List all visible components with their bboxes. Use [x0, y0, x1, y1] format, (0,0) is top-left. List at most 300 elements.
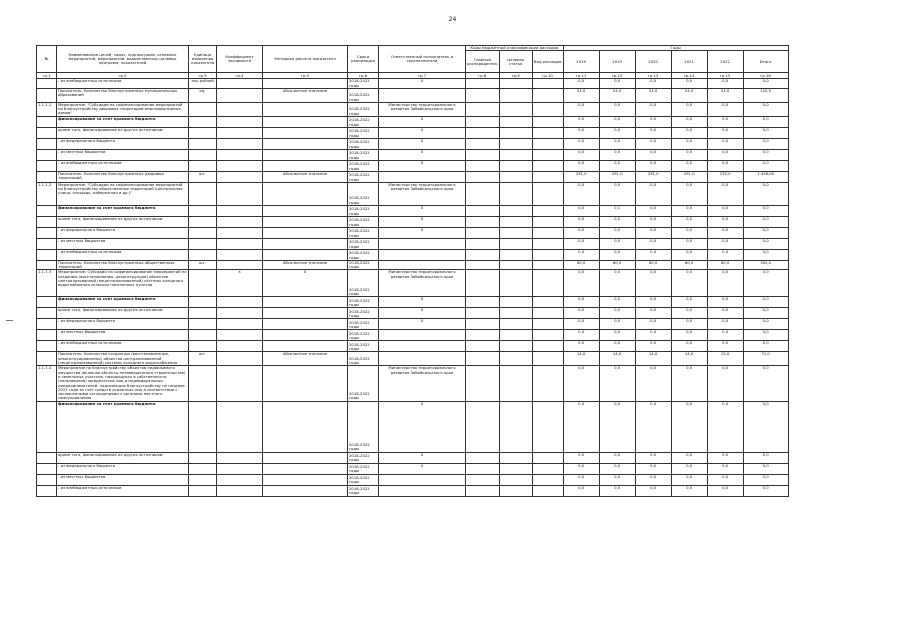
row-unit [189, 102, 217, 116]
header-total: Итого [743, 51, 788, 73]
row-coefficient [217, 149, 263, 160]
row-total: 0,0 [743, 249, 788, 260]
row-year-value: 0,0 [563, 308, 599, 319]
row-term: 2018-2022 годы [348, 352, 379, 366]
row-method [263, 79, 348, 89]
row-coefficient [217, 485, 263, 496]
row-year-value: 0,0 [635, 116, 671, 127]
row-name: - из федерального бюджета [57, 463, 189, 474]
row-coefficient [217, 366, 263, 401]
row-executor [379, 249, 466, 260]
row-year-value: 0,0 [635, 452, 671, 463]
row-term: 2018-2022 годы [348, 127, 379, 138]
row-year-value: 0,0 [563, 401, 599, 452]
table-row [37, 485, 789, 496]
row-year-value: 0,0 [671, 249, 707, 260]
row-total: 0,0 [743, 102, 788, 116]
row-unit [189, 127, 217, 138]
row-number: 1.1.1.4 [37, 366, 57, 401]
row-target-article [499, 138, 532, 149]
row-year-value: 24,0 [671, 88, 707, 102]
row-target-article [499, 160, 532, 171]
row-number [37, 79, 57, 89]
row-year-value: 0,0 [563, 216, 599, 227]
row-method [263, 474, 348, 485]
row-method [263, 238, 348, 249]
row-unit [189, 319, 217, 330]
table-row [37, 149, 789, 160]
row-target-article [499, 330, 532, 341]
row-target-article [499, 297, 532, 308]
row-grbs [466, 297, 500, 308]
table-row [37, 270, 789, 297]
row-year-value: 0,0 [563, 227, 599, 238]
row-expense-type [532, 171, 563, 182]
row-grbs [466, 238, 500, 249]
row-year-value: 0,0 [707, 160, 743, 171]
row-year-value: 0,0 [635, 227, 671, 238]
row-expense-type [532, 401, 563, 452]
row-grbs [466, 227, 500, 238]
row-executor: X [379, 79, 466, 89]
row-year-value: 0,0 [563, 474, 599, 485]
row-method [263, 485, 348, 496]
row-year-value: 0,1 [599, 205, 635, 216]
row-target-article [499, 205, 532, 216]
row-executor [379, 352, 466, 366]
row-executor: X [379, 308, 466, 319]
row-number [37, 149, 57, 160]
row-number: 1.1.1.1 [37, 102, 57, 116]
table-row [37, 216, 789, 227]
row-expense-type [532, 160, 563, 171]
header-exptype: Вид расходов [532, 51, 563, 73]
row-executor [379, 330, 466, 341]
row-year-value: 0,0 [563, 160, 599, 171]
row-year-value: 0,0 [599, 79, 635, 89]
row-number [37, 463, 57, 474]
row-name: финансирование за счет краевого бюджета [57, 297, 189, 308]
row-year-value: 0,0 [599, 249, 635, 260]
row-grbs [466, 485, 500, 496]
row-year-value: 0,0 [563, 116, 599, 127]
row-method [263, 102, 348, 116]
row-year-value: 0,0 [599, 319, 635, 330]
row-coefficient [217, 127, 263, 138]
table-row [37, 88, 789, 102]
column-number: гр.3 [189, 73, 217, 79]
row-target-article [499, 260, 532, 270]
row-term: 2018-2022 годы [348, 160, 379, 171]
row-unit [189, 297, 217, 308]
row-coefficient [217, 463, 263, 474]
row-coefficient [217, 79, 263, 89]
row-name: Мероприятие по благоустройству объектов недвижимого имущества (включая объекты незавершенного строительства) и земельных участков, находящихся в собственности (пользовании) юридических лиц и индивидуальных предпринимателей, подлежащих благоустройству не позднее 2022 года за счет средств указанных лиц в соответствии с заключенными соглашениями с органами местного самоуправления [57, 366, 189, 401]
row-method [263, 160, 348, 171]
row-year-value: 0,0 [707, 308, 743, 319]
row-year-value: 60,0 [671, 260, 707, 270]
row-executor: X [379, 138, 466, 149]
row-method [263, 308, 348, 319]
row-year-value: 0,0 [671, 330, 707, 341]
row-number [37, 138, 57, 149]
row-name: - из внебюджетных источников [57, 160, 189, 171]
row-method: Абсолютное значение [263, 260, 348, 270]
row-executor: Министерство территориального развития Забайкальского края [379, 270, 466, 297]
column-number: гр.5 [263, 73, 348, 79]
row-total: 0,0 [743, 238, 788, 249]
row-year-value: 0,0 [635, 474, 671, 485]
table-row [37, 238, 789, 249]
row-year-value: 0,0 [635, 160, 671, 171]
row-coefficient [217, 227, 263, 238]
row-expense-type [532, 182, 563, 205]
row-number [37, 216, 57, 227]
row-year-value: 0,0 [635, 102, 671, 116]
row-number [37, 485, 57, 496]
row-term: 2018-2022 годы [348, 319, 379, 330]
row-term: 2018-2022 годы [348, 227, 379, 238]
row-year-value: 0,0 [671, 297, 707, 308]
row-year-value: 0,0 [563, 297, 599, 308]
margin-mark [6, 320, 13, 321]
header-no: № [37, 46, 57, 73]
row-coefficient [217, 138, 263, 149]
row-term: 2018-2022 годы [348, 401, 379, 452]
row-year-value: 0,0 [635, 297, 671, 308]
row-expense-type [532, 227, 563, 238]
row-year-value: 0,0 [563, 366, 599, 401]
row-year-value: 0,0 [563, 330, 599, 341]
row-term: 2018-2022 годы [348, 474, 379, 485]
header-unit: Единица измерения показателя [189, 46, 217, 73]
row-year-value: 0,0 [671, 463, 707, 474]
row-year-value: 0,0 [599, 127, 635, 138]
column-number: гр.8 [466, 73, 500, 79]
row-coefficient [217, 238, 263, 249]
row-grbs [466, 319, 500, 330]
row-name: кроме того, финансирование из других источников: [57, 452, 189, 463]
row-year-value: 0,0 [635, 138, 671, 149]
row-year-value: 0,0 [599, 463, 635, 474]
row-year-value: 0,0 [635, 79, 671, 89]
row-total: 0,0 [743, 227, 788, 238]
table-row [37, 319, 789, 330]
row-year-value: 0,0 [635, 205, 671, 216]
row-name: - из местных бюджетов [57, 149, 189, 160]
row-unit [189, 366, 217, 401]
row-executor [379, 485, 466, 496]
row-unit [189, 227, 217, 238]
table-row [37, 138, 789, 149]
row-year-value: 0,0 [707, 474, 743, 485]
row-expense-type [532, 88, 563, 102]
row-total: 0,0 [743, 452, 788, 463]
row-target-article [499, 401, 532, 452]
row-number [37, 474, 57, 485]
row-expense-type [532, 463, 563, 474]
row-target-article [499, 319, 532, 330]
row-year-value: 0,0 [671, 270, 707, 297]
row-total: 71,0 [743, 352, 788, 366]
row-method [263, 182, 348, 205]
row-method [263, 330, 348, 341]
row-expense-type [532, 297, 563, 308]
row-year-value: 14,0 [671, 352, 707, 366]
row-total: 0,0 [743, 366, 788, 401]
row-total: 0,0 [743, 79, 788, 89]
row-total: 300,0 [743, 260, 788, 270]
column-number: гр.2 [57, 73, 189, 79]
row-executor: X [379, 463, 466, 474]
row-year-value: 0,0 [635, 238, 671, 249]
row-coefficient: X [217, 270, 263, 297]
row-year-value: 0,0 [563, 249, 599, 260]
column-number: гр.12 [599, 73, 635, 79]
row-executor: X [379, 452, 466, 463]
table-row [37, 227, 789, 238]
row-number [37, 352, 57, 366]
row-target-article [499, 308, 532, 319]
row-total: 0,0 [743, 216, 788, 227]
row-expense-type [532, 341, 563, 352]
row-executor: X [379, 160, 466, 171]
row-executor: X [379, 149, 466, 160]
row-name: кроме того, финансирование из других источников: [57, 127, 189, 138]
table-row [37, 308, 789, 319]
row-year-value: 60,0 [707, 260, 743, 270]
column-number: гр.13 [635, 73, 671, 79]
row-method [263, 205, 348, 216]
row-executor: X [379, 297, 466, 308]
row-grbs [466, 308, 500, 319]
row-year-value: 291,0 [599, 171, 635, 182]
row-target-article [499, 182, 532, 205]
row-number [37, 238, 57, 249]
row-grbs [466, 401, 500, 452]
row-unit [189, 138, 217, 149]
row-target-article [499, 474, 532, 485]
row-name: - из внебюджетных источников [57, 485, 189, 496]
row-year-value: 0,0 [707, 319, 743, 330]
row-grbs [466, 88, 500, 102]
row-number: 1.1.1.2 [37, 182, 57, 205]
row-number [37, 401, 57, 452]
row-number [37, 308, 57, 319]
row-unit [189, 216, 217, 227]
row-number: 1.1.1.3 [37, 270, 57, 297]
row-year-value: 0,0 [671, 102, 707, 116]
row-year-value: 0,0 [671, 401, 707, 452]
row-year-value: 0,0 [599, 401, 635, 452]
row-year-value: 0,0 [707, 366, 743, 401]
row-executor: X [379, 319, 466, 330]
table-row [37, 127, 789, 138]
row-grbs [466, 474, 500, 485]
row-year-value: 0,0 [671, 452, 707, 463]
row-unit [189, 463, 217, 474]
column-number: гр.1 [37, 73, 57, 79]
row-year-value: 0,0 [635, 319, 671, 330]
row-year-value: 0,0 [635, 366, 671, 401]
row-target-article [499, 116, 532, 127]
row-coefficient [217, 297, 263, 308]
row-year-value: 0,0 [707, 270, 743, 297]
table-row [37, 401, 789, 452]
row-year-value: 0,0 [707, 116, 743, 127]
row-expense-type [532, 452, 563, 463]
row-method [263, 297, 348, 308]
row-coefficient [217, 401, 263, 452]
row-term: 2018-2022 годы [348, 249, 379, 260]
row-year-value: 0,0 [707, 297, 743, 308]
row-grbs [466, 341, 500, 352]
row-year-value: 0,0 [707, 79, 743, 89]
row-coefficient [217, 452, 263, 463]
header-coef: Коэффициент значимости [217, 46, 263, 73]
column-number: гр.6 [348, 73, 379, 79]
row-total: 0,0 [743, 160, 788, 171]
row-method: X [263, 270, 348, 297]
row-number [37, 227, 57, 238]
row-expense-type [532, 485, 563, 496]
row-coefficient [217, 116, 263, 127]
row-grbs [466, 138, 500, 149]
row-year-value: 0,0 [671, 138, 707, 149]
row-executor [379, 171, 466, 182]
header-year: 2020 [635, 51, 671, 73]
row-grbs [466, 79, 500, 89]
row-expense-type [532, 319, 563, 330]
row-year-value: 0,0 [671, 116, 707, 127]
row-number [37, 297, 57, 308]
column-number: гр.4 [217, 73, 263, 79]
row-total: 1 458,00 [743, 171, 788, 182]
row-year-value: 0,0 [707, 216, 743, 227]
row-year-value: 0,0 [707, 127, 743, 138]
row-method [263, 463, 348, 474]
row-coefficient [217, 171, 263, 182]
row-expense-type [532, 149, 563, 160]
row-year-value: 0,0 [707, 238, 743, 249]
row-number [37, 88, 57, 102]
row-year-value: 0,0 [635, 127, 671, 138]
row-target-article [499, 227, 532, 238]
row-executor: X [379, 127, 466, 138]
row-total: 0,0 [743, 205, 788, 216]
row-year-value: 0,0 [707, 149, 743, 160]
row-grbs [466, 249, 500, 260]
row-number [37, 116, 57, 127]
row-target-article [499, 216, 532, 227]
table-row [37, 260, 789, 270]
row-grbs [466, 160, 500, 171]
row-target-article [499, 352, 532, 366]
row-year-value: 24,0 [563, 88, 599, 102]
row-target-article [499, 149, 532, 160]
row-total: 0,0 [743, 401, 788, 452]
table-row [37, 171, 789, 182]
row-grbs [466, 127, 500, 138]
row-year-value: 0,0 [707, 138, 743, 149]
row-method [263, 149, 348, 160]
row-name: Показатель: Количество благоустроенных дворовых территорий [57, 171, 189, 182]
header-grbs: Главный распорядитель [466, 51, 500, 73]
row-year-value: 0,0 [563, 138, 599, 149]
row-year-value: 0,0 [635, 149, 671, 160]
row-year-value: 0,0 [635, 308, 671, 319]
row-method [263, 341, 348, 352]
row-expense-type [532, 116, 563, 127]
row-year-value: 0,0 [599, 138, 635, 149]
row-year-value: 0,0 [599, 116, 635, 127]
row-year-value: 0,0 [671, 474, 707, 485]
row-name: финансирование за счет краевого бюджета [57, 205, 189, 216]
row-term: 2018-2022 годы [348, 171, 379, 182]
row-year-value: 0,0 [671, 149, 707, 160]
row-number [37, 341, 57, 352]
table-row [37, 160, 789, 171]
row-year-value: 0,0 [635, 249, 671, 260]
row-year-value: 291,0 [635, 171, 671, 182]
row-total: 0,0 [743, 463, 788, 474]
row-unit [189, 182, 217, 205]
row-name: Показатель: Количество благоустроенных муниципальных образований [57, 88, 189, 102]
header-target: Целевая статья [499, 51, 532, 73]
row-year-value: 0,0 [707, 485, 743, 496]
row-name: финансирование за счет краевого бюджета [57, 116, 189, 127]
row-grbs [466, 116, 500, 127]
row-year-value: 24,0 [635, 88, 671, 102]
row-term: 2018-2022 годы [348, 216, 379, 227]
column-number: гр.7 [379, 73, 466, 79]
row-year-value: 0,0 [563, 319, 599, 330]
row-unit [189, 485, 217, 496]
row-name: Показатель: Количество благоустроенных общественных территорий [57, 260, 189, 270]
row-year-value: 14,0 [563, 352, 599, 366]
row-coefficient [217, 216, 263, 227]
row-coefficient [217, 352, 263, 366]
row-year-value: 0,0 [599, 160, 635, 171]
column-number: гр.9 [499, 73, 532, 79]
row-year-value: 0,0 [671, 341, 707, 352]
table-row [37, 366, 789, 401]
row-total: 0,0 [743, 474, 788, 485]
row-method [263, 216, 348, 227]
row-year-value: 0,0 [707, 182, 743, 205]
row-expense-type [532, 270, 563, 297]
row-executor: Министерство территориального развития Забайкальского края [379, 102, 466, 116]
row-year-value: 0,0 [671, 216, 707, 227]
header-year: 2019 [563, 51, 599, 73]
row-year-value: 0,0 [599, 330, 635, 341]
row-year-value: 60,0 [599, 260, 635, 270]
row-year-value: 0,0 [671, 205, 707, 216]
row-year-value: 0,0 [707, 249, 743, 260]
header-years: Годы [563, 46, 788, 51]
row-target-article [499, 463, 532, 474]
row-year-value: 14,0 [635, 352, 671, 366]
row-term: 2018-2022 годы [348, 463, 379, 474]
row-grbs [466, 205, 500, 216]
row-executor: X [379, 116, 466, 127]
row-number [37, 127, 57, 138]
row-executor [379, 88, 466, 102]
row-name: - из местных бюджетов [57, 474, 189, 485]
table-row [37, 463, 789, 474]
row-grbs [466, 171, 500, 182]
row-number [37, 452, 57, 463]
